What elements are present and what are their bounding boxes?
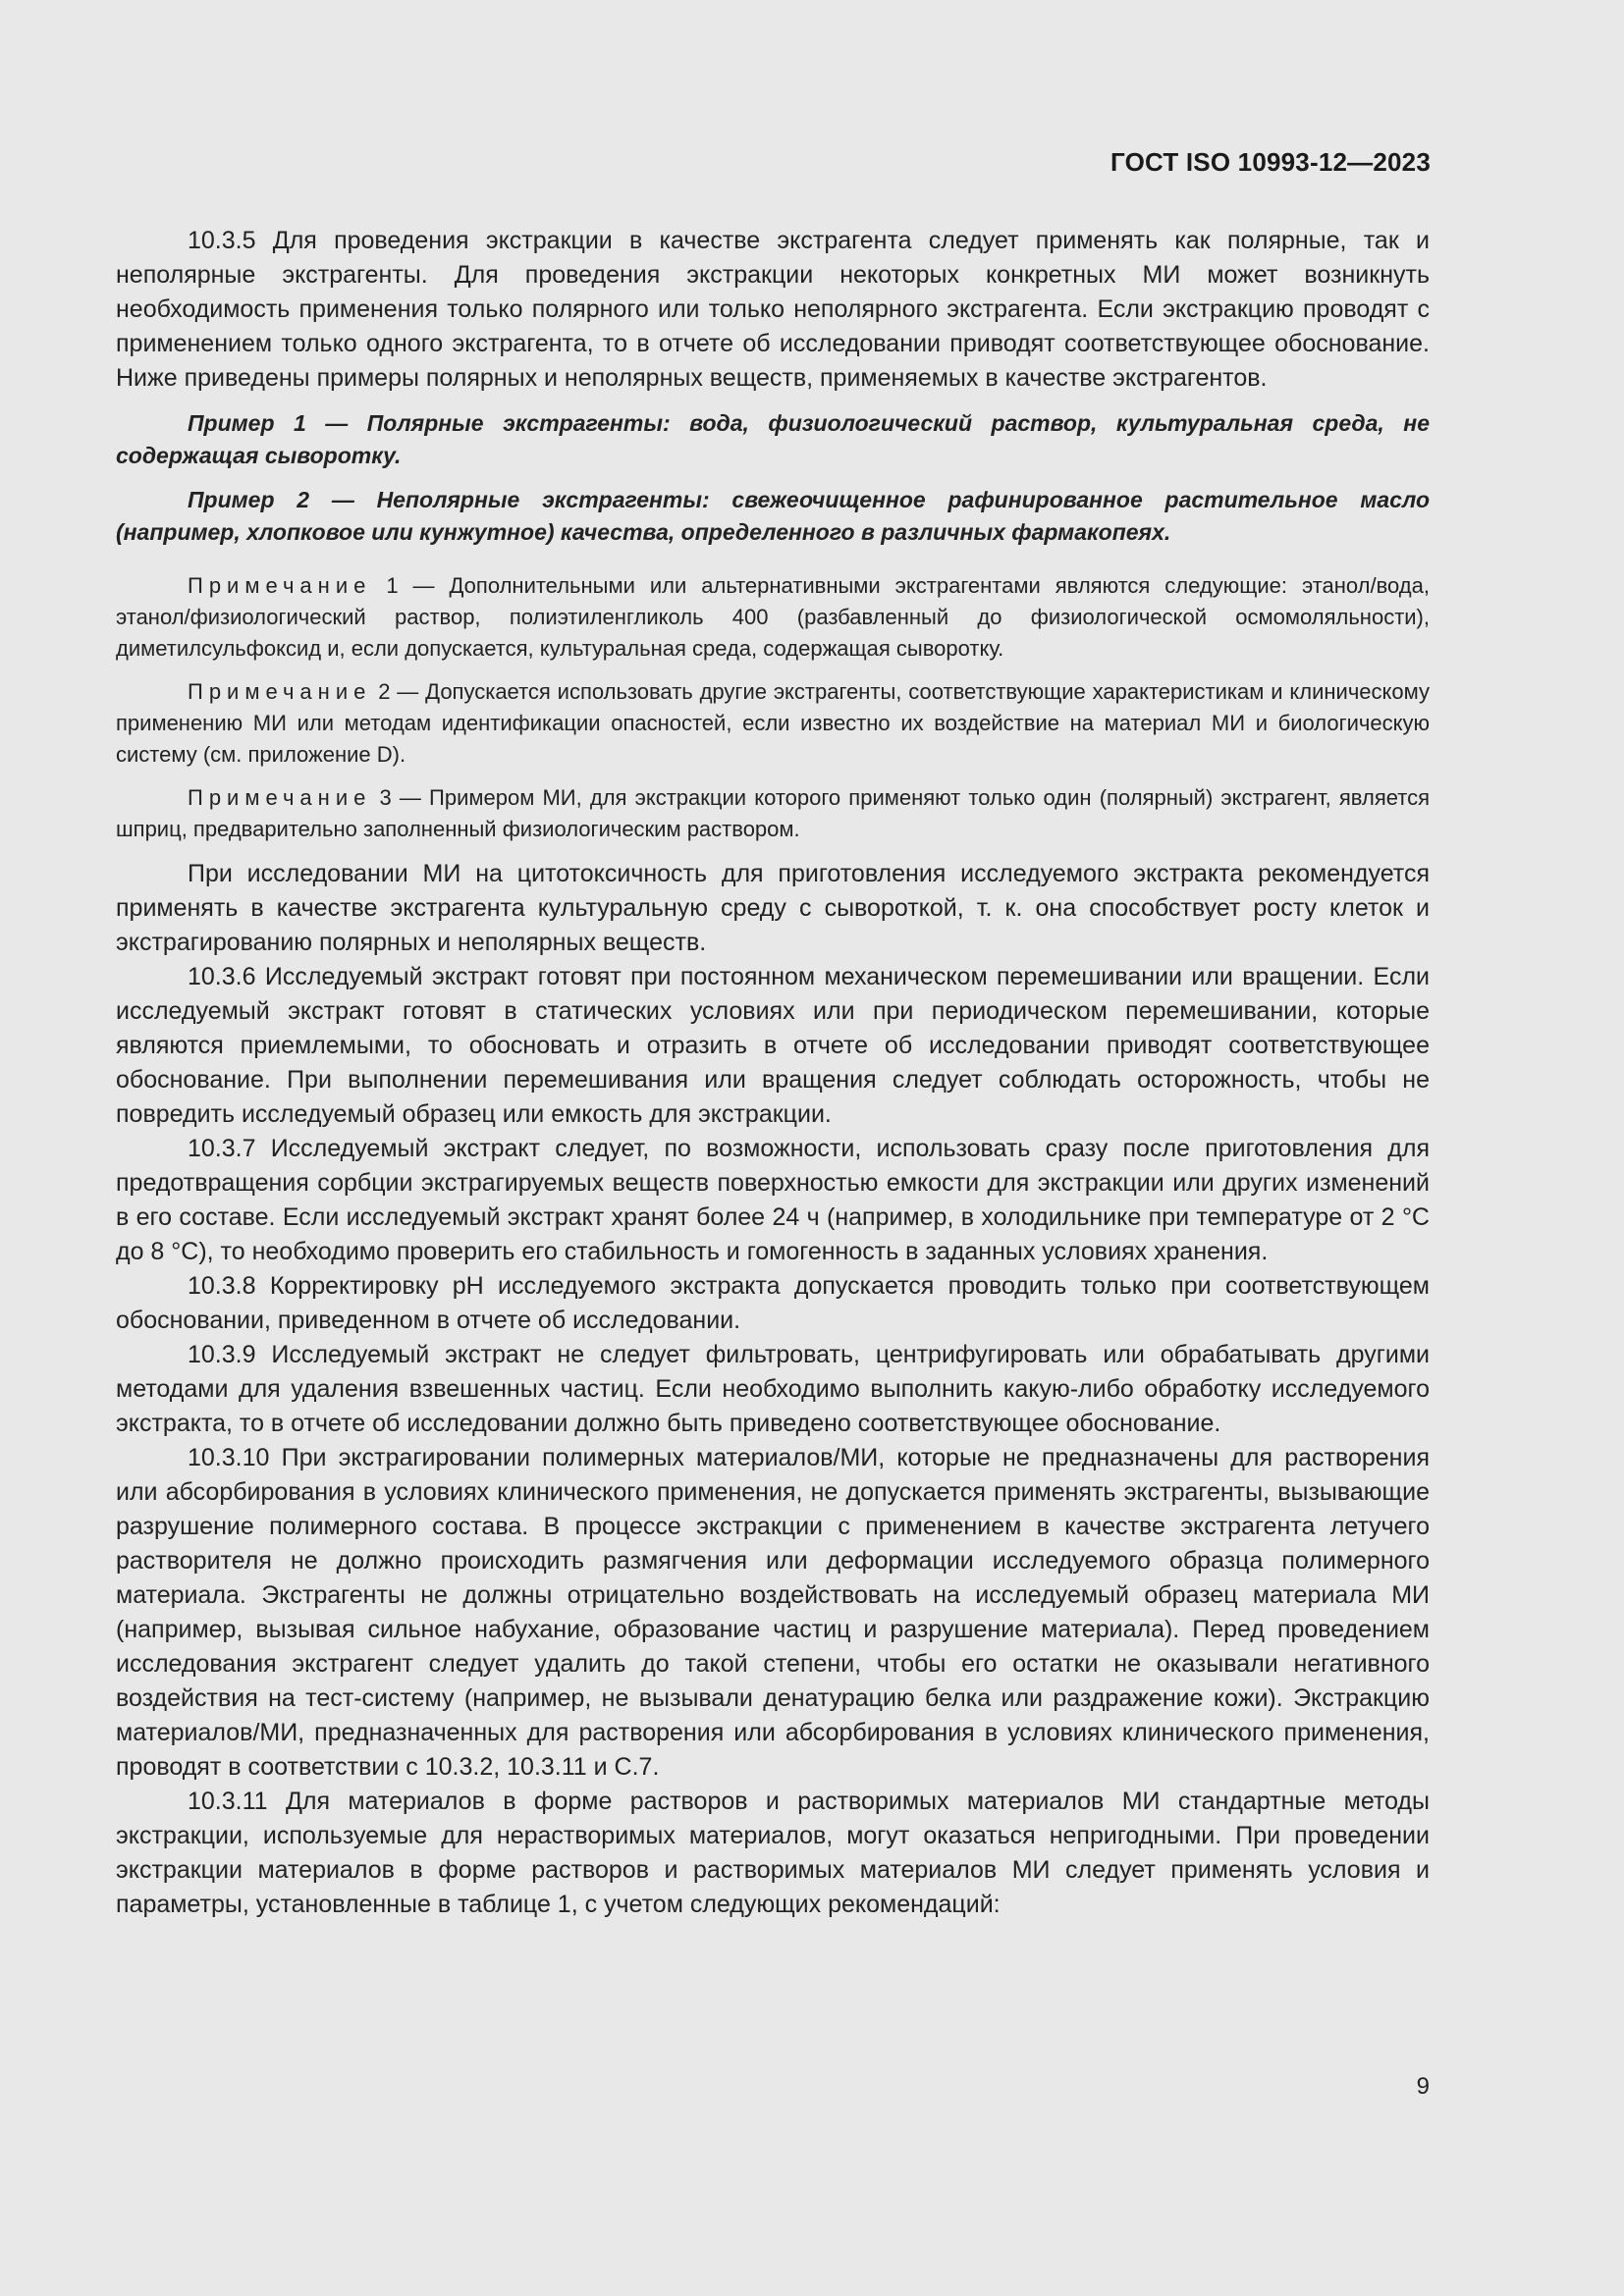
note-label: Примечание xyxy=(188,679,372,704)
paragraph-cytotoxicity: При исследовании МИ на цитотоксичность для приготовления исследуемого экстракта рекомендуется применять в качестве экстрагента культуральную среду с сывороткой, т. к. она способствует росту клеток и экстрагированию полярных и неполярных веществ. xyxy=(116,860,1430,956)
paragraph-10-3-11: 10.3.11 Для материалов в форме растворов и растворимых материалов МИ стандартные методы экстракции, используемые для нерастворимых материалов, могут оказаться непригодными. При проведении экстракции материалов в форме растворов и растворимых материалов МИ следует применять условия и параметры, установленные в таблице 1, с учетом следующих рекомендаций: xyxy=(116,1788,1430,1918)
note-text: 1 — Дополнительными или альтернативными экстрагентами являются следующие: этанол/вода, этанол/физиологический раствор, полиэтиленгликоль 400 (разбавленный до физиологической осмомоляльности), диметилсульфоксид и, если допускается, культуральная среда, содержащая сыворотку. xyxy=(116,573,1430,661)
note-2 xyxy=(116,676,1430,771)
page-number: 9 xyxy=(1416,2073,1430,2100)
document-header: ГОСТ ISO 10993-12—2023 xyxy=(1110,147,1431,177)
note-1 xyxy=(116,570,1430,665)
document-body xyxy=(116,224,1430,1922)
note-label: Примечание xyxy=(188,785,372,810)
paragraph-10-3-5: 10.3.5 Для проведения экстракции в качестве экстрагента следует применять как полярные, так и неполярные экстрагенты. Для проведения экстракции некоторых конкретных МИ может возникнуть необходимость применения только полярного или только неполярного экстрагента. Если экстракцию проводят с применением только одного экстрагента, то в отчете об исследовании приводят соответствующее обоснование. Ниже приведены примеры полярных и неполярных веществ, применяемых в качестве экстрагентов. xyxy=(116,227,1430,392)
note-3 xyxy=(116,782,1430,845)
paragraph-10-3-8: 10.3.8 Корректировку pH исследуемого экстракта допускается проводить только при соответствующем обосновании, приведенном в отчете об исследовании. xyxy=(116,1272,1430,1334)
paragraph-10-3-7: 10.3.7 Исследуемый экстракт следует, по возможности, использовать сразу после приготовления для предотвращения сорбции экстрагируемых веществ поверхностью емкости для экстракции или других изменений в его составе. Если исследуемый экстракт хранят более 24 ч (например, в холодильнике при температуре от 2 °С до 8 °С), то необходимо проверить его стабильность и гомогенность в заданных условиях хранения. xyxy=(116,1135,1430,1265)
paragraph-10-3-6: 10.3.6 Исследуемый экстракт готовят при постоянном механическом перемешивании или вращении. Если исследуемый экстракт готовят в статических условиях или при периодическом перемешивании, которые являются приемлемыми, то обосновать и отразить в отчете об исследовании приводят соответствующее обоснование. При выполнении перемешивания или вращения следует соблюдать осторожность, чтобы не повредить исследуемый образец или емкость для экстракции. xyxy=(116,963,1430,1128)
example-2: Пример 2 — Неполярные экстрагенты: свежеочищенное рафинированное растительное масло (например, хлопковое или кунжутное) качества, определенного в различных фармакопеях. xyxy=(116,487,1430,545)
note-text: 2 — Допускается использовать другие экстрагенты, соответствующие характеристикам и клиническому применению МИ или методам идентификации опасностей, если известно их воздействие на материал МИ и биологическую систему (см. приложение D). xyxy=(116,679,1430,767)
paragraph-10-3-9: 10.3.9 Исследуемый экстракт не следует фильтровать, центрифугировать или обрабатывать другими методами для удаления взвешенных частиц. Если необходимо выполнить какую-либо обработку исследуемого экстракта, то в отчете об исследовании должно быть приведено соответствующее обоснование. xyxy=(116,1341,1430,1437)
example-1: Пример 1 — Полярные экстрагенты: вода, физиологический раствор, культуральная среда, не содержащая сыворотку. xyxy=(116,410,1430,468)
note-label: Примечание xyxy=(188,573,372,598)
note-text: 3 — Примером МИ, для экстракции которого применяют только один (полярный) экстрагент, является шприц, предварительно заполненный физиологическим раствором. xyxy=(116,785,1430,841)
paragraph-10-3-10: 10.3.10 При экстрагировании полимерных материалов/МИ, которые не предназначены для растворения или абсорбирования в условиях клинического применения, не допускается применять экстрагенты, вызывающие разрушение полимерного состава. В процессе экстракции с применением в качестве экстрагента летучего растворителя не должно происходить размягчения или деформации исследуемого образца полимерного материала. Экстрагенты не должны отрицательно воздействовать на исследуемый образец материала МИ (например, вызывая сильное набухание, образование частиц и разрушение материала). Перед проведением исследования экстрагент следует удалить до такой степени, чтобы его остатки не оказывали негативного воздействия на тест-систему (например, не вызывали денатурацию белка или раздражение кожи). Экстракцию материалов/МИ, предназначенных для растворения или абсорбирования в условиях клинического применения, проводят в соответствии с 10.3.2, 10.3.11 и С.7. xyxy=(116,1444,1430,1781)
